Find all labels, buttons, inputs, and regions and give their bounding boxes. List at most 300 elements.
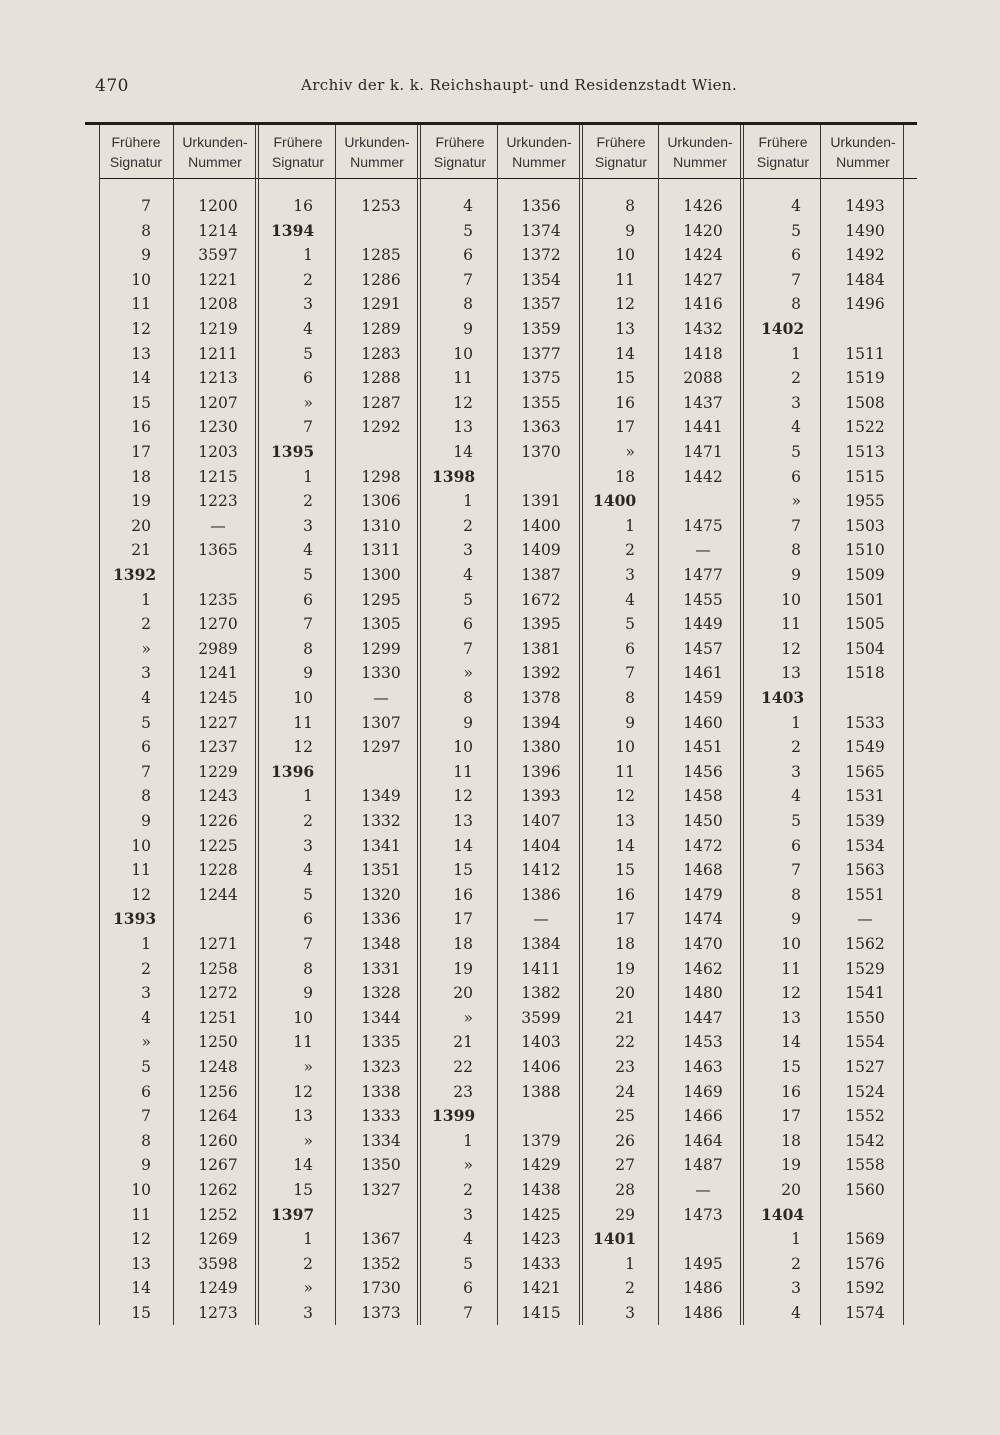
former-signature: 8 — [141, 221, 151, 240]
former-signature: 8 — [141, 787, 151, 806]
former-signature: 12 — [453, 787, 473, 806]
table-row — [85, 391, 917, 416]
former-signature: 20 — [131, 516, 151, 535]
former-signature: 2 — [625, 1279, 635, 1298]
former-signature: 1 — [463, 1131, 473, 1150]
table-row — [85, 784, 917, 809]
former-signature: 7 — [303, 418, 313, 437]
former-signature: 9 — [463, 713, 473, 732]
former-signature: 3 — [791, 393, 801, 412]
former-signature: » — [141, 1033, 151, 1052]
table-row — [85, 1006, 917, 1031]
table-row — [85, 219, 917, 244]
former-signature: 1 — [625, 1254, 635, 1273]
document-number: 1449 — [683, 615, 723, 634]
document-number: 1477 — [683, 566, 723, 584]
former-signature: 11 — [131, 295, 151, 314]
document-number: 1549 — [845, 738, 885, 757]
former-signature: 16 — [781, 1082, 801, 1101]
document-number: 1404 — [521, 836, 561, 855]
document-number: 1460 — [683, 713, 723, 732]
table-row — [85, 1030, 917, 1055]
header-signature-col-5: Frühere Signatur — [756, 134, 810, 170]
document-number: 1386 — [521, 885, 561, 904]
document-number: 1519 — [845, 369, 885, 388]
document-number: 1357 — [521, 295, 561, 314]
document-number: 1515 — [845, 467, 885, 486]
document-number: 1468 — [683, 861, 723, 880]
former-signature: 14 — [293, 1156, 313, 1175]
former-signature: 5 — [791, 221, 801, 240]
document-number: 1464 — [683, 1131, 723, 1150]
document-number: 1382 — [521, 984, 561, 1003]
document-number: 1336 — [361, 910, 401, 929]
document-number: 1214 — [198, 221, 238, 240]
year-heading: 1394 — [271, 220, 315, 240]
former-signature: 4 — [141, 1008, 151, 1027]
table-row — [85, 834, 917, 859]
former-signature: 6 — [303, 910, 313, 929]
former-signature: 19 — [131, 492, 151, 511]
document-number: 1447 — [683, 1008, 723, 1027]
former-signature: 8 — [625, 689, 635, 707]
former-signature: 8 — [303, 959, 313, 978]
former-signature: 6 — [791, 246, 801, 265]
former-signature: 7 — [141, 1107, 151, 1126]
document-number: 1396 — [521, 762, 561, 781]
document-number: 1207 — [198, 393, 238, 412]
former-signature: 9 — [625, 713, 635, 732]
former-signature: 7 — [463, 270, 473, 289]
document-number: 1462 — [683, 959, 723, 978]
former-signature: 13 — [293, 1107, 313, 1126]
document-number: 1264 — [198, 1107, 238, 1126]
header-number-col-4: Urkunden-Nummer — [667, 134, 733, 170]
table-row — [85, 538, 917, 563]
former-signature: 2 — [141, 959, 151, 978]
document-number: 1492 — [845, 246, 885, 265]
document-number: 1474 — [683, 910, 723, 929]
former-signature: » — [625, 443, 635, 461]
table-row — [85, 588, 917, 613]
document-number: 1338 — [361, 1082, 401, 1101]
document-number: 1310 — [361, 516, 401, 535]
former-signature: 9 — [625, 221, 635, 240]
former-signature: 13 — [453, 812, 473, 830]
document-number: 1394 — [521, 713, 561, 732]
former-signature: 3 — [303, 295, 313, 314]
former-signature: 2 — [303, 812, 313, 830]
document-number: 1542 — [845, 1131, 885, 1150]
table-row — [85, 1129, 917, 1154]
former-signature: 18 — [615, 467, 635, 486]
document-number: 1479 — [683, 885, 723, 904]
former-signature: 3 — [303, 836, 313, 855]
page-number: 470 — [95, 76, 129, 96]
former-signature: » — [303, 1131, 313, 1150]
former-signature: 11 — [131, 861, 151, 880]
document-number: 2088 — [683, 369, 723, 388]
document-number: 1252 — [198, 1205, 238, 1224]
year-heading: 1392 — [113, 565, 157, 584]
document-number: 1344 — [361, 1008, 401, 1027]
document-number: 1955 — [845, 492, 885, 511]
table-row — [85, 883, 917, 908]
document-number: 1395 — [521, 615, 561, 634]
document-number: 1253 — [361, 197, 401, 215]
former-signature: 12 — [131, 885, 151, 904]
signature-concordance-table — [85, 122, 917, 1322]
former-signature: 8 — [791, 885, 801, 904]
former-signature: 17 — [131, 443, 151, 461]
former-signature: 5 — [141, 713, 151, 732]
document-number: — — [373, 689, 389, 707]
table-row — [85, 317, 917, 342]
former-signature: 9 — [303, 664, 313, 683]
document-number: 1531 — [845, 787, 885, 806]
former-signature: 3 — [303, 516, 313, 535]
document-number: 1292 — [361, 418, 401, 437]
former-signature: 3 — [463, 1205, 473, 1224]
former-signature: 13 — [453, 418, 473, 437]
former-signature: 9 — [303, 984, 313, 1003]
document-number: 1354 — [521, 270, 561, 289]
former-signature: 4 — [791, 197, 801, 215]
document-number: 1250 — [198, 1033, 238, 1052]
document-number: 1200 — [198, 197, 238, 215]
document-number: 1539 — [845, 812, 885, 830]
document-number: 1437 — [683, 393, 723, 412]
table-row — [85, 465, 917, 490]
document-number: 1420 — [683, 221, 723, 240]
former-signature: 14 — [615, 344, 635, 363]
year-heading: 1400 — [593, 491, 637, 511]
former-signature: 18 — [131, 467, 151, 486]
document-number: 1260 — [198, 1131, 238, 1150]
year-heading: 1401 — [593, 1229, 637, 1249]
document-number: 1349 — [361, 787, 401, 806]
former-signature: 5 — [303, 566, 313, 584]
former-signature: 20 — [453, 984, 473, 1003]
document-number: 1574 — [845, 1304, 885, 1322]
document-number: 1518 — [845, 664, 885, 683]
document-number: 1529 — [845, 959, 885, 978]
former-signature: 18 — [781, 1131, 801, 1150]
document-number: 1208 — [198, 295, 238, 314]
document-number: 1305 — [361, 615, 401, 634]
table-row — [85, 686, 917, 711]
former-signature: 10 — [453, 738, 473, 757]
document-number: 1458 — [683, 787, 723, 806]
document-number: 3597 — [198, 246, 238, 265]
document-number: — — [533, 910, 549, 929]
document-number: 1299 — [361, 639, 401, 658]
document-number: 1311 — [361, 541, 401, 560]
former-signature: 12 — [781, 639, 801, 658]
former-signature: 1 — [791, 1230, 801, 1249]
former-signature: 2 — [791, 1254, 801, 1273]
document-number: 1415 — [521, 1304, 561, 1322]
former-signature: 1 — [303, 1230, 313, 1249]
year-heading: 1404 — [761, 1204, 805, 1224]
former-signature: 15 — [131, 393, 151, 412]
document-number: 1459 — [683, 689, 723, 707]
document-number: 1563 — [845, 861, 885, 880]
document-number: 1407 — [521, 812, 561, 830]
document-number: 1433 — [521, 1254, 561, 1273]
document-number: 1327 — [361, 1181, 401, 1199]
document-number: 1333 — [361, 1107, 401, 1126]
former-signature: 7 — [141, 197, 151, 215]
document-number: 1469 — [683, 1082, 723, 1101]
document-number: 1367 — [361, 1230, 401, 1249]
former-signature: » — [463, 664, 473, 683]
document-number: 1287 — [361, 393, 401, 412]
document-number: 1380 — [521, 738, 561, 757]
former-signature: 3 — [791, 762, 801, 781]
former-signature: 13 — [131, 344, 151, 363]
header-number-col-2: Urkunden-Nummer — [344, 134, 410, 170]
table-row — [85, 440, 917, 465]
document-number: 1509 — [845, 566, 885, 584]
former-signature: 6 — [141, 1082, 151, 1101]
document-number: 1226 — [198, 812, 238, 830]
former-signature: 4 — [791, 1304, 801, 1322]
former-signature: 20 — [615, 984, 635, 1003]
document-number: 1323 — [361, 1058, 401, 1076]
former-signature: 22 — [615, 1033, 635, 1052]
former-signature: 11 — [453, 369, 473, 388]
document-number: 1461 — [683, 664, 723, 683]
table-row — [85, 932, 917, 957]
table-row — [85, 194, 917, 219]
former-signature: 1 — [141, 590, 151, 609]
former-signature: 7 — [141, 762, 151, 781]
former-signature: 9 — [791, 910, 801, 929]
former-signature: 7 — [625, 664, 635, 683]
former-signature: 9 — [463, 320, 473, 338]
former-signature: 23 — [615, 1058, 635, 1076]
former-signature: 26 — [615, 1131, 635, 1150]
document-number: 1562 — [845, 935, 885, 953]
table-row — [85, 514, 917, 539]
document-number: 1503 — [845, 516, 885, 535]
document-number: — — [210, 516, 226, 535]
former-signature: 8 — [141, 1131, 151, 1150]
former-signature: 16 — [615, 885, 635, 904]
document-number: 1425 — [521, 1205, 561, 1224]
former-signature: 1 — [303, 467, 313, 486]
former-signature: 15 — [453, 861, 473, 880]
document-number: 1554 — [845, 1033, 885, 1052]
former-signature: 4 — [141, 689, 151, 707]
document-number: 1429 — [521, 1156, 561, 1175]
former-signature: 11 — [293, 713, 313, 732]
former-signature: » — [791, 492, 801, 511]
document-number: 1363 — [521, 418, 561, 437]
former-signature: 12 — [781, 984, 801, 1003]
document-number: 1484 — [845, 270, 885, 289]
former-signature: 15 — [781, 1058, 801, 1076]
document-number: 1480 — [683, 984, 723, 1003]
table-row — [85, 760, 917, 785]
former-signature: 11 — [293, 1033, 313, 1052]
table-row — [85, 489, 917, 514]
document-number: 1379 — [521, 1131, 561, 1150]
document-number: 1513 — [845, 443, 885, 461]
table-row — [85, 268, 917, 293]
document-number: 1348 — [361, 935, 401, 953]
document-number: 1273 — [198, 1304, 238, 1322]
table-row — [85, 415, 917, 440]
former-signature: 14 — [131, 1279, 151, 1298]
former-signature: 23 — [453, 1082, 473, 1101]
former-signature: 21 — [453, 1033, 473, 1052]
former-signature: 17 — [615, 910, 635, 929]
document-number: 1352 — [361, 1254, 401, 1273]
table-row — [85, 1252, 917, 1277]
document-number: 1229 — [198, 762, 238, 781]
document-number: 1569 — [845, 1230, 885, 1249]
document-number: 1486 — [683, 1304, 723, 1322]
table-row — [85, 1178, 917, 1203]
table-row — [85, 243, 917, 268]
document-number: 1493 — [845, 197, 885, 215]
former-signature: 2 — [791, 369, 801, 388]
document-number: 1341 — [361, 836, 401, 855]
former-signature: 21 — [615, 1008, 635, 1027]
former-signature: 6 — [303, 369, 313, 388]
former-signature: 12 — [453, 393, 473, 412]
document-number: 1416 — [683, 295, 723, 314]
table-row — [85, 1227, 917, 1252]
former-signature: 4 — [303, 861, 313, 880]
document-number: 1442 — [683, 467, 723, 486]
former-signature: 17 — [453, 910, 473, 929]
former-signature: 7 — [791, 270, 801, 289]
former-signature: 9 — [141, 1156, 151, 1175]
former-signature: 15 — [615, 861, 635, 880]
table-row — [85, 711, 917, 736]
former-signature: 17 — [615, 418, 635, 437]
former-signature: 7 — [303, 935, 313, 953]
table-row — [85, 1276, 917, 1301]
former-signature: 5 — [463, 1254, 473, 1273]
document-number: 1473 — [683, 1205, 723, 1224]
document-number: 1248 — [198, 1058, 238, 1076]
document-number: 1424 — [683, 246, 723, 265]
document-number: 1392 — [521, 664, 561, 683]
document-number: 1387 — [521, 566, 561, 584]
document-number: — — [695, 1181, 711, 1199]
document-number: 1453 — [683, 1033, 723, 1052]
document-number: 1501 — [845, 590, 885, 609]
former-signature: 8 — [303, 639, 313, 658]
former-signature: » — [141, 639, 151, 658]
year-heading: 1396 — [271, 761, 315, 781]
document-number: 1245 — [198, 689, 238, 707]
former-signature: 2 — [791, 738, 801, 757]
document-number: 1438 — [521, 1181, 561, 1199]
document-number: 1384 — [521, 935, 561, 953]
document-number: 1331 — [361, 959, 401, 978]
former-signature: 5 — [791, 443, 801, 461]
document-number: 1356 — [521, 197, 561, 215]
table-top-rule — [85, 122, 917, 125]
former-signature: 6 — [791, 467, 801, 486]
document-number: 1219 — [198, 320, 238, 338]
document-number: 1418 — [683, 344, 723, 363]
former-signature: 3 — [141, 664, 151, 683]
table-row — [85, 1055, 917, 1080]
former-signature: 10 — [293, 1008, 313, 1027]
former-signature: » — [303, 1279, 313, 1298]
document-number: 1241 — [198, 664, 238, 683]
former-signature: 9 — [141, 246, 151, 265]
table-row — [85, 612, 917, 637]
former-signature: 7 — [791, 516, 801, 535]
former-signature: 20 — [781, 1181, 801, 1199]
table-row — [85, 858, 917, 883]
former-signature: 9 — [141, 812, 151, 830]
document-number: 1328 — [361, 984, 401, 1003]
document-number: 1451 — [683, 738, 723, 757]
document-number: 1221 — [198, 270, 238, 289]
former-signature: 11 — [615, 762, 635, 781]
former-signature: » — [303, 1058, 313, 1076]
former-signature: 16 — [615, 393, 635, 412]
former-signature: 15 — [293, 1181, 313, 1199]
former-signature: 5 — [303, 344, 313, 363]
former-signature: 13 — [781, 664, 801, 683]
former-signature: 7 — [463, 1304, 473, 1322]
table-row — [85, 661, 917, 686]
former-signature: 8 — [625, 197, 635, 215]
former-signature: 13 — [781, 1008, 801, 1027]
former-signature: 2 — [463, 1181, 473, 1199]
document-number: 1592 — [845, 1279, 885, 1298]
former-signature: 18 — [615, 935, 635, 953]
former-signature: » — [463, 1008, 473, 1027]
document-number: 1505 — [845, 615, 885, 634]
former-signature: 10 — [781, 590, 801, 609]
document-number: 1223 — [198, 492, 238, 511]
document-number: 1565 — [845, 762, 885, 781]
document-number: 1550 — [845, 1008, 885, 1027]
former-signature: 12 — [615, 787, 635, 806]
document-number: 1235 — [198, 590, 238, 609]
former-signature: 3 — [625, 566, 635, 584]
document-number: 1471 — [683, 443, 723, 461]
document-number: 1423 — [521, 1230, 561, 1249]
document-number: 1243 — [198, 787, 238, 806]
table-row — [85, 1203, 917, 1228]
header-number-col-3: Urkunden-Nummer — [506, 134, 572, 170]
document-number: 1560 — [845, 1181, 885, 1199]
table-row — [85, 1080, 917, 1105]
former-signature: 19 — [615, 959, 635, 978]
page-header — [95, 76, 895, 102]
former-signature: 2 — [303, 1254, 313, 1273]
year-heading: 1393 — [113, 909, 157, 929]
document-number: 1381 — [521, 639, 561, 658]
former-signature: 16 — [293, 197, 313, 215]
table-row — [85, 1104, 917, 1129]
former-signature: 12 — [131, 1230, 151, 1249]
document-number: 1533 — [845, 713, 885, 732]
document-number: 1225 — [198, 836, 238, 855]
former-signature: 29 — [615, 1205, 635, 1224]
